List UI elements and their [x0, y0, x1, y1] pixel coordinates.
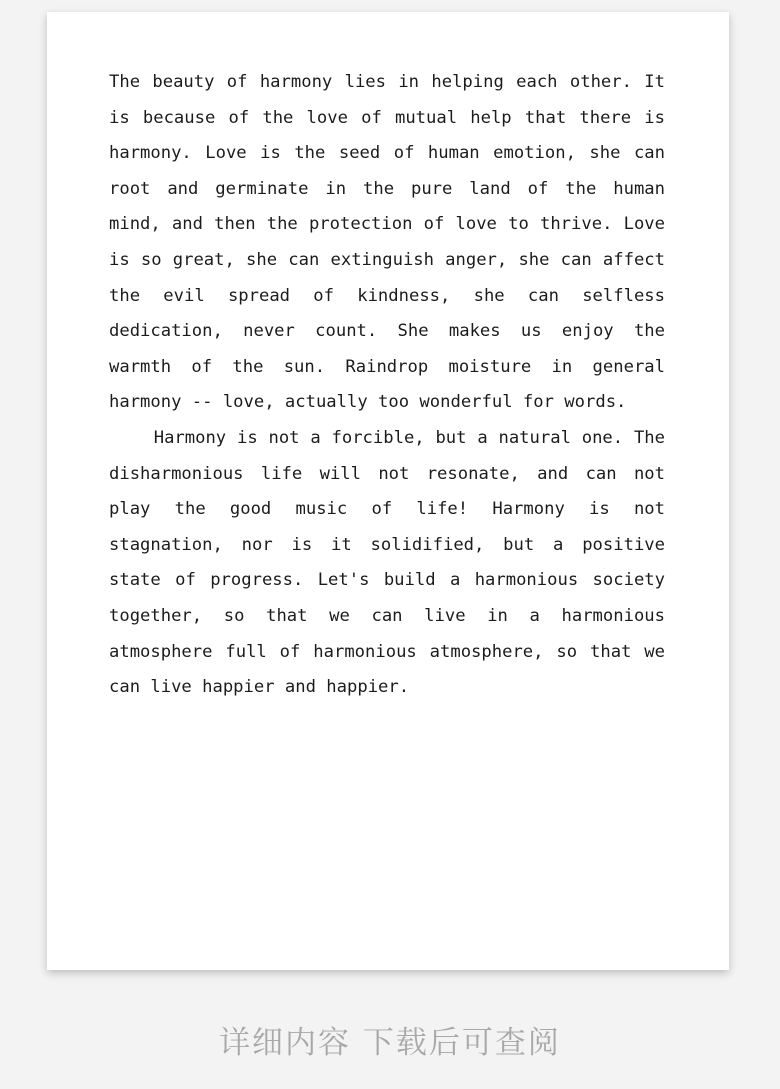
- document-page: [47, 12, 729, 970]
- paragraph-2: Harmony is not a forcible, but a natural one. The disharmonious life will not resonate, and can not play the good music of life! Harmony is not stagnation, nor is it solidified, but a positive state of progress. Let's build a harmonious society together, so that we can live in a harmonious atmosphere full of harmonious atmosphere, so that we can live happier and happier.: [109, 427, 665, 698]
- download-hint-caption: 详细内容 下载后可查阅: [219, 1025, 561, 1061]
- paragraph-1: The beauty of harmony lies in helping each other. It is because of the love of mutual help that there is harmony. Love is the seed of human emotion, she can root and germinate in the pure land of the human mind, and then the protection of love to thrive. Love is so great, she can extinguish anger, she can affect the evil spread of kindness, she can selfless dedication, never count. She makes us enjoy the warmth of the sun. Raindrop moisture in general harmony -- love, actually too wonderful for words.: [109, 72, 665, 413]
- document-body: [109, 65, 665, 706]
